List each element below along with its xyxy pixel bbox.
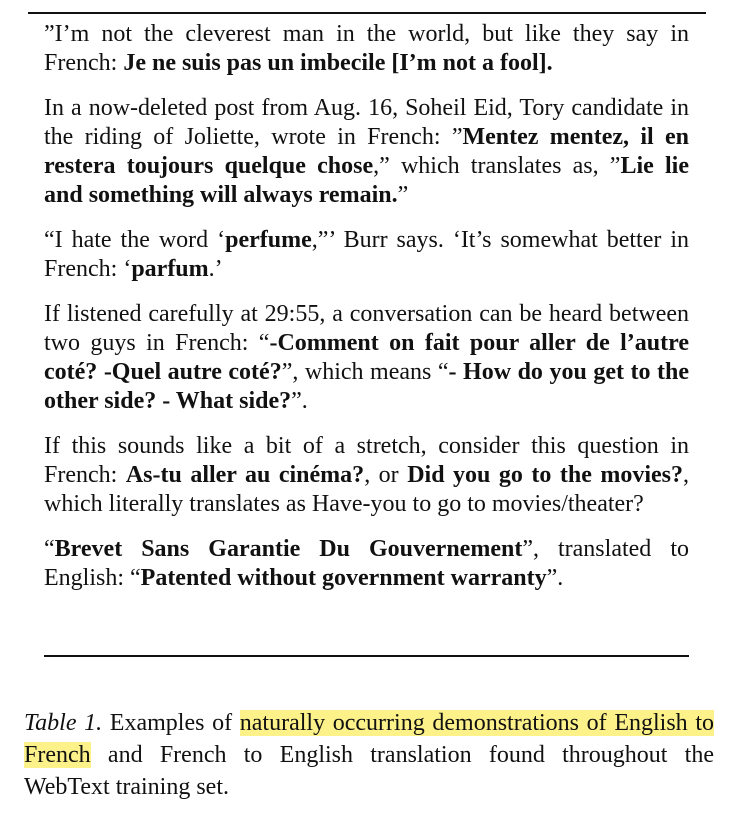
example-french-quote: Mentez mentez, il en restera toujours quelque chose (44, 124, 689, 179)
example-text: ”, translated to English: “ (44, 536, 689, 591)
caption-label: Table 1. (24, 710, 103, 736)
example-english-quote: perfume (225, 227, 312, 253)
example-row (44, 94, 689, 210)
example-english-quote: Did you go to the movies? (407, 462, 684, 488)
example-row (44, 226, 689, 284)
example-text: ”. (291, 388, 308, 414)
examples-table (44, 20, 689, 609)
example-row (44, 300, 689, 416)
example-row (44, 535, 689, 593)
example-french-quote: Brevet Sans Garantie Du Gouvernement (54, 536, 523, 562)
example-text: ,”’ Burr says. ‘It’s somewhat better in French: ‘ (44, 227, 689, 282)
example-text: ”I’m not the cleverest man in the world, but like they say in French: (44, 21, 689, 76)
example-text: In a now-deleted post from Aug. 16, Soheil Eid, Tory candidate in the riding of Joliette, wrote in French: ” (44, 95, 689, 150)
table-bottom-rule (44, 655, 689, 657)
example-text: ”. (546, 565, 564, 591)
table-top-rule (28, 12, 706, 14)
example-row (44, 432, 689, 519)
example-text: ”, which means “ (281, 359, 449, 385)
caption-highlight: naturally occurring demonstrations of English to French (24, 710, 715, 768)
example-text: , or (364, 462, 408, 488)
example-text: ” (397, 182, 409, 208)
example-english-quote: Patented without government warranty (140, 565, 547, 591)
example-english-quote: Lie lie and something will always remain. (44, 153, 689, 208)
example-row (44, 20, 689, 78)
example-text: If listened carefully at 29:55, a conversation can be heard between two guys in French: “ (44, 301, 689, 356)
example-text: ,” which translates as, ” (373, 153, 621, 179)
example-text: , which literally translates as Have-you to go to movies/theater? (44, 462, 690, 517)
caption-text: and French to English translation found throughout the WebText training set. (24, 742, 714, 800)
example-english-quote: - How do you get to the other side? - What side? (44, 359, 689, 414)
example-french-quote: parfum (131, 256, 209, 282)
example-text: .’ (208, 256, 223, 282)
example-text: If this sounds like a bit of a stretch, consider this question in French: (44, 433, 689, 488)
example-text: “ (44, 536, 55, 562)
example-french-quote: As-tu aller au cinéma? (125, 462, 365, 488)
table-caption (24, 707, 714, 803)
example-french-quote: Je ne suis pas un imbecile [I’m not a fool]. (123, 50, 553, 76)
example-french-quote: -Comment on fait pour aller de l’autre coté? -Quel autre coté? (44, 330, 689, 385)
caption-text: Examples of (102, 710, 240, 736)
example-text: “I hate the word ‘ (44, 227, 226, 253)
